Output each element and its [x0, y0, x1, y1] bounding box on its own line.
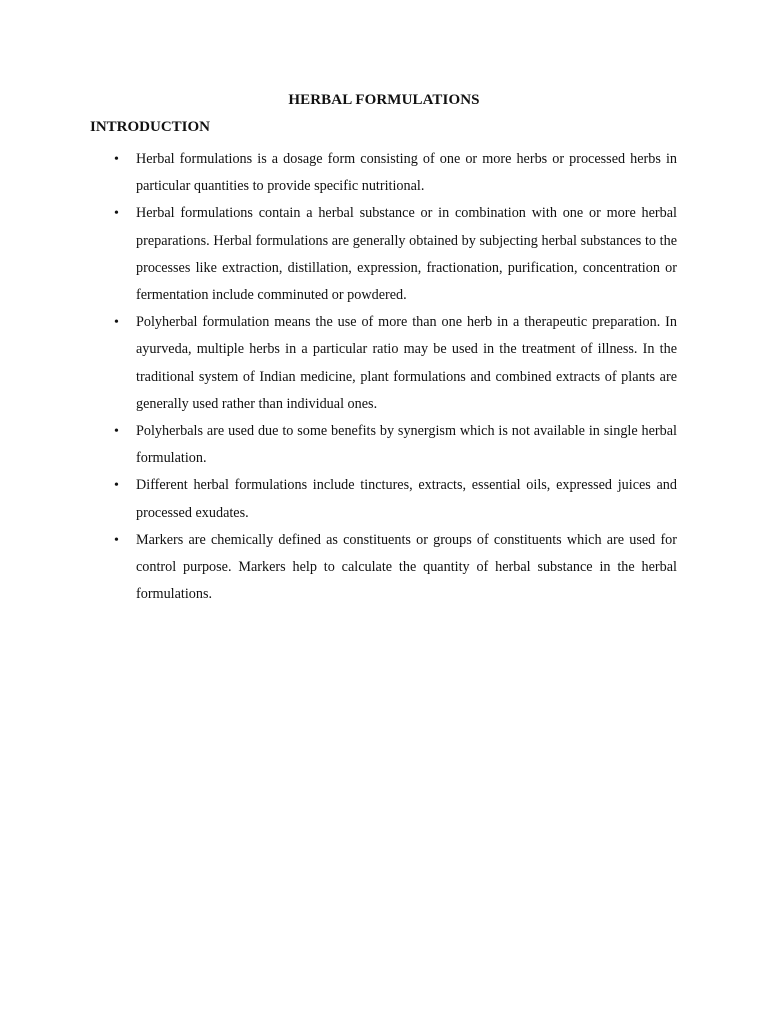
- document-title: HERBAL FORMULATIONS: [288, 92, 480, 108]
- bullet-item: [114, 309, 677, 418]
- introduction-bullet-list: [114, 146, 677, 608]
- bullet-text: Markers are chemically defined as constituents or groups of constituents which are used for control purpose. Markers help to calculate the quantity of herbal substance in the herbal formulations.: [136, 531, 677, 603]
- bullet-icon: •: [114, 478, 119, 494]
- section-heading-introduction: INTRODUCTION: [90, 119, 211, 135]
- bullet-text: Polyherbals are used due to some benefits by synergism which is not available in single herbal formulation.: [136, 423, 677, 467]
- bullet-text: Herbal formulations contain a herbal substance or in combination with one or more herbal preparations. Herbal formulations are generally obtained by subjecting herbal substances to the processes like extraction, distillation, expression, fractionation, purification, concentration or fermentation include comminuted or powdered.: [136, 205, 677, 304]
- bullet-item: [114, 472, 677, 526]
- bullet-item: [114, 527, 677, 609]
- bullet-text: Polyherbal formulation means the use of more than one herb in a therapeutic preparation. In ayurveda, multiple herbs in a particular ratio may be used in the treatment of illness. In the traditional system of Indian medicine, plant formulations and combined extracts of plants are generally used rather than individual ones.: [136, 314, 677, 412]
- bullet-icon: •: [114, 532, 119, 548]
- bullet-icon: •: [114, 206, 119, 222]
- bullet-icon: •: [114, 152, 119, 167]
- bullet-item: [114, 200, 677, 309]
- bullet-icon: •: [114, 315, 119, 331]
- bullet-item: [114, 418, 677, 472]
- bullet-icon: •: [114, 424, 119, 440]
- bullet-text: Different herbal formulations include tinctures, extracts, essential oils, expressed juices and processed exudates.: [136, 477, 677, 521]
- bullet-text: Herbal formulations is a dosage form consisting of one or more herbs or processed herbs in particular quantities to provide specific nutritional.: [136, 151, 677, 195]
- bullet-item: [114, 146, 677, 200]
